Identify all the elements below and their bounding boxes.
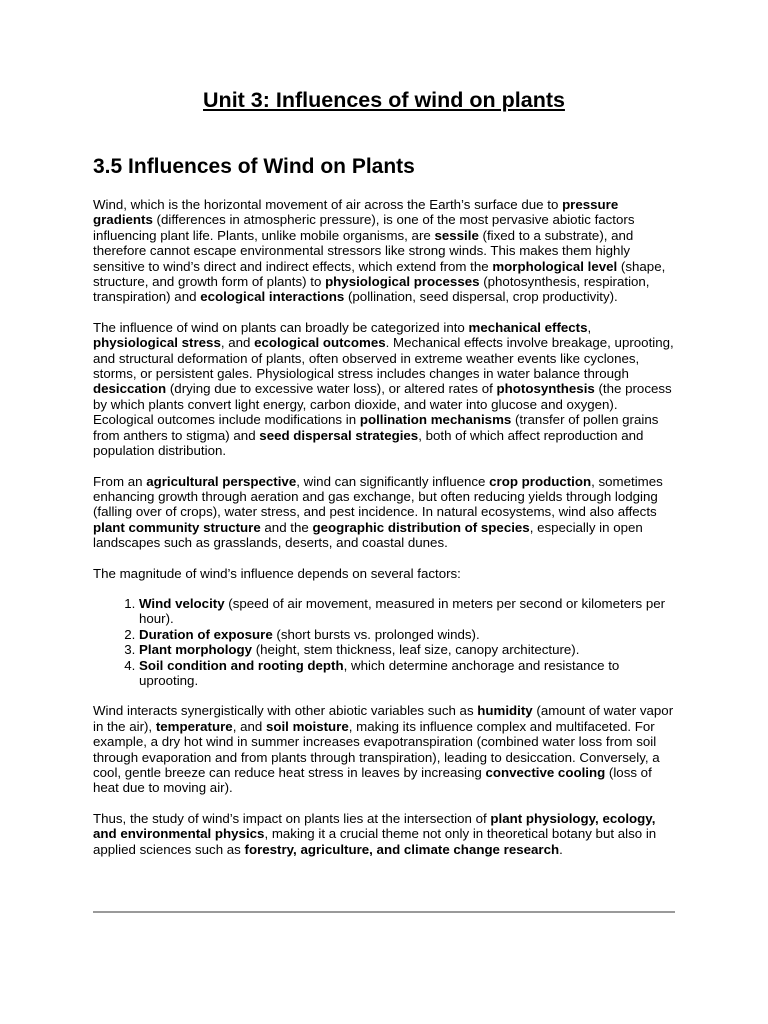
factor-term: Plant morphology bbox=[139, 642, 253, 658]
paragraph-agriculture bbox=[93, 474, 675, 551]
text-run: Wind, which is the horizontal movement of air across the Earth’s surface due to bbox=[93, 197, 563, 212]
text-run: The influence of wind on plants can broadly be categorized into bbox=[93, 319, 469, 335]
text-run: Wind interacts synergistically with other abiotic variables such as bbox=[93, 703, 478, 719]
list-item bbox=[139, 642, 675, 657]
list-item bbox=[139, 658, 675, 689]
bold-term: agricultural perspective bbox=[146, 473, 297, 489]
bold-term: temperature bbox=[155, 718, 233, 734]
factor-desc: (height, stem thickness, leaf size, canopy architecture). bbox=[252, 642, 580, 658]
bold-term: soil moisture bbox=[265, 718, 349, 734]
list-item bbox=[139, 627, 675, 642]
factor-term: Soil condition and rooting depth bbox=[139, 657, 344, 673]
bold-term: mechanical effects bbox=[468, 319, 588, 335]
text-run: , making it a crucial theme not only in theoretical botany but also in applied sciences such as bbox=[93, 826, 657, 857]
bold-term: plant physiology, ecology, and environmental physics bbox=[93, 810, 656, 842]
text-run: (loss of heat due to moving air). bbox=[93, 765, 652, 796]
bold-term: pressure gradients bbox=[93, 197, 619, 228]
paragraph-intro bbox=[93, 197, 675, 305]
bold-term: seed dispersal strategies bbox=[259, 427, 419, 443]
horizontal-divider bbox=[93, 911, 675, 913]
bold-term: pollination mechanisms bbox=[359, 412, 512, 428]
text-run: (amount of water vapor in the air), bbox=[93, 703, 674, 734]
bold-term: convective cooling bbox=[485, 765, 606, 780]
text-run: and the bbox=[260, 519, 313, 535]
text-run: From an bbox=[93, 473, 147, 489]
section-title: 3.5 Influences of Wind on Plants bbox=[93, 155, 415, 178]
bold-term: humidity bbox=[477, 703, 533, 719]
text-run: , both of which affect reproduction and population distribution. bbox=[93, 427, 644, 459]
text-run: , and bbox=[232, 718, 266, 734]
factor-term: Duration of exposure bbox=[139, 626, 273, 642]
list-item bbox=[139, 596, 675, 627]
text-run: (photosynthesis, respiration, transpiration) and bbox=[93, 274, 650, 305]
text-run: (fixed to a substrate), and therefore cannot escape environmental stressors like strong winds. This makes them highly sensitive to wind’s direct and indirect effects, which extend from the bbox=[93, 227, 634, 274]
paragraph-conclusion bbox=[93, 811, 675, 857]
text-run: , making its influence complex and multifaceted. For example, a dry hot wind in summer increases evapotranspiration (combined water loss from soil through evaporation and from plants through transpiration), leading to desiccation. Conversely, a cool, gentle breeze can reduce heat stress in leaves by increasing bbox=[93, 718, 660, 780]
text-run: (the process by which plants convert light energy, carbon dioxide, and water into glucose and oxygen). Ecological outcomes include modifications in bbox=[93, 381, 672, 428]
text-run: , sometimes enhancing growth through aeration and gas exchange, but often reducing yields through lodging (falling over of crops), water stress, and pest incidence. In natural ecosystems, wind also affects bbox=[93, 473, 663, 520]
bold-term: ecological outcomes bbox=[254, 335, 386, 351]
text-run: , especially in open landscapes such as grasslands, deserts, and coastal dunes. bbox=[93, 519, 643, 551]
text-run: Thus, the study of wind’s impact on plants lies at the intersection of bbox=[93, 810, 491, 826]
bold-term: geographic distribution of species bbox=[312, 519, 530, 535]
text-run: (shape, structure, and growth form of plants) to bbox=[93, 258, 666, 290]
text-run: The magnitude of wind’s influence depends on several factors: bbox=[93, 565, 461, 581]
bold-term: physiological processes bbox=[325, 274, 480, 290]
text-run: (pollination, seed dispersal, crop productivity). bbox=[344, 289, 618, 305]
paragraph-categories bbox=[93, 320, 675, 459]
text-run: (transfer of pollen grains from anthers to stigma) and bbox=[93, 412, 659, 443]
paragraph-factors-intro bbox=[93, 566, 675, 581]
bold-term: ecological interactions bbox=[200, 289, 345, 305]
bold-term: crop production bbox=[489, 473, 592, 489]
factor-term: Wind velocity bbox=[139, 595, 225, 611]
factor-desc: (speed of air movement, measured in meters per second or kilometers per hour). bbox=[139, 595, 666, 627]
text-run: , and bbox=[220, 335, 255, 351]
paragraph-synergy bbox=[93, 703, 675, 795]
factors-list bbox=[93, 596, 675, 688]
text-run: , bbox=[587, 319, 592, 335]
text-run: . Mechanical effects involve breakage, uprooting, and structural deformation of plants, often observed in extreme weather events like cyclones, storms, or persistent gales. Physiological stress includes changes in water balance through bbox=[93, 335, 674, 382]
bold-term: photosynthesis bbox=[496, 381, 595, 397]
bold-term: desiccation bbox=[93, 381, 167, 397]
factor-desc: (short bursts vs. prolonged winds). bbox=[272, 626, 480, 642]
bold-term: forestry, agriculture, and climate change research bbox=[244, 841, 560, 857]
text-run: (differences in atmospheric pressure), is one of the most pervasive abiotic factors influencing plant life. Plants, unlike mobile organisms, are bbox=[93, 212, 635, 243]
unit-title: Unit 3: Influences of wind on plants bbox=[203, 88, 565, 112]
bold-term: plant community structure bbox=[93, 519, 261, 535]
text-run: (drying due to excessive water loss), or altered rates of bbox=[166, 381, 497, 397]
bold-term: sessile bbox=[434, 227, 479, 243]
bold-term: physiological stress bbox=[93, 335, 221, 351]
text-run: . bbox=[559, 841, 563, 857]
bold-term: morphological level bbox=[492, 258, 618, 274]
text-run: , wind can significantly influence bbox=[296, 473, 490, 489]
factor-desc: , which determine anchorage and resistance to uprooting. bbox=[139, 657, 620, 688]
